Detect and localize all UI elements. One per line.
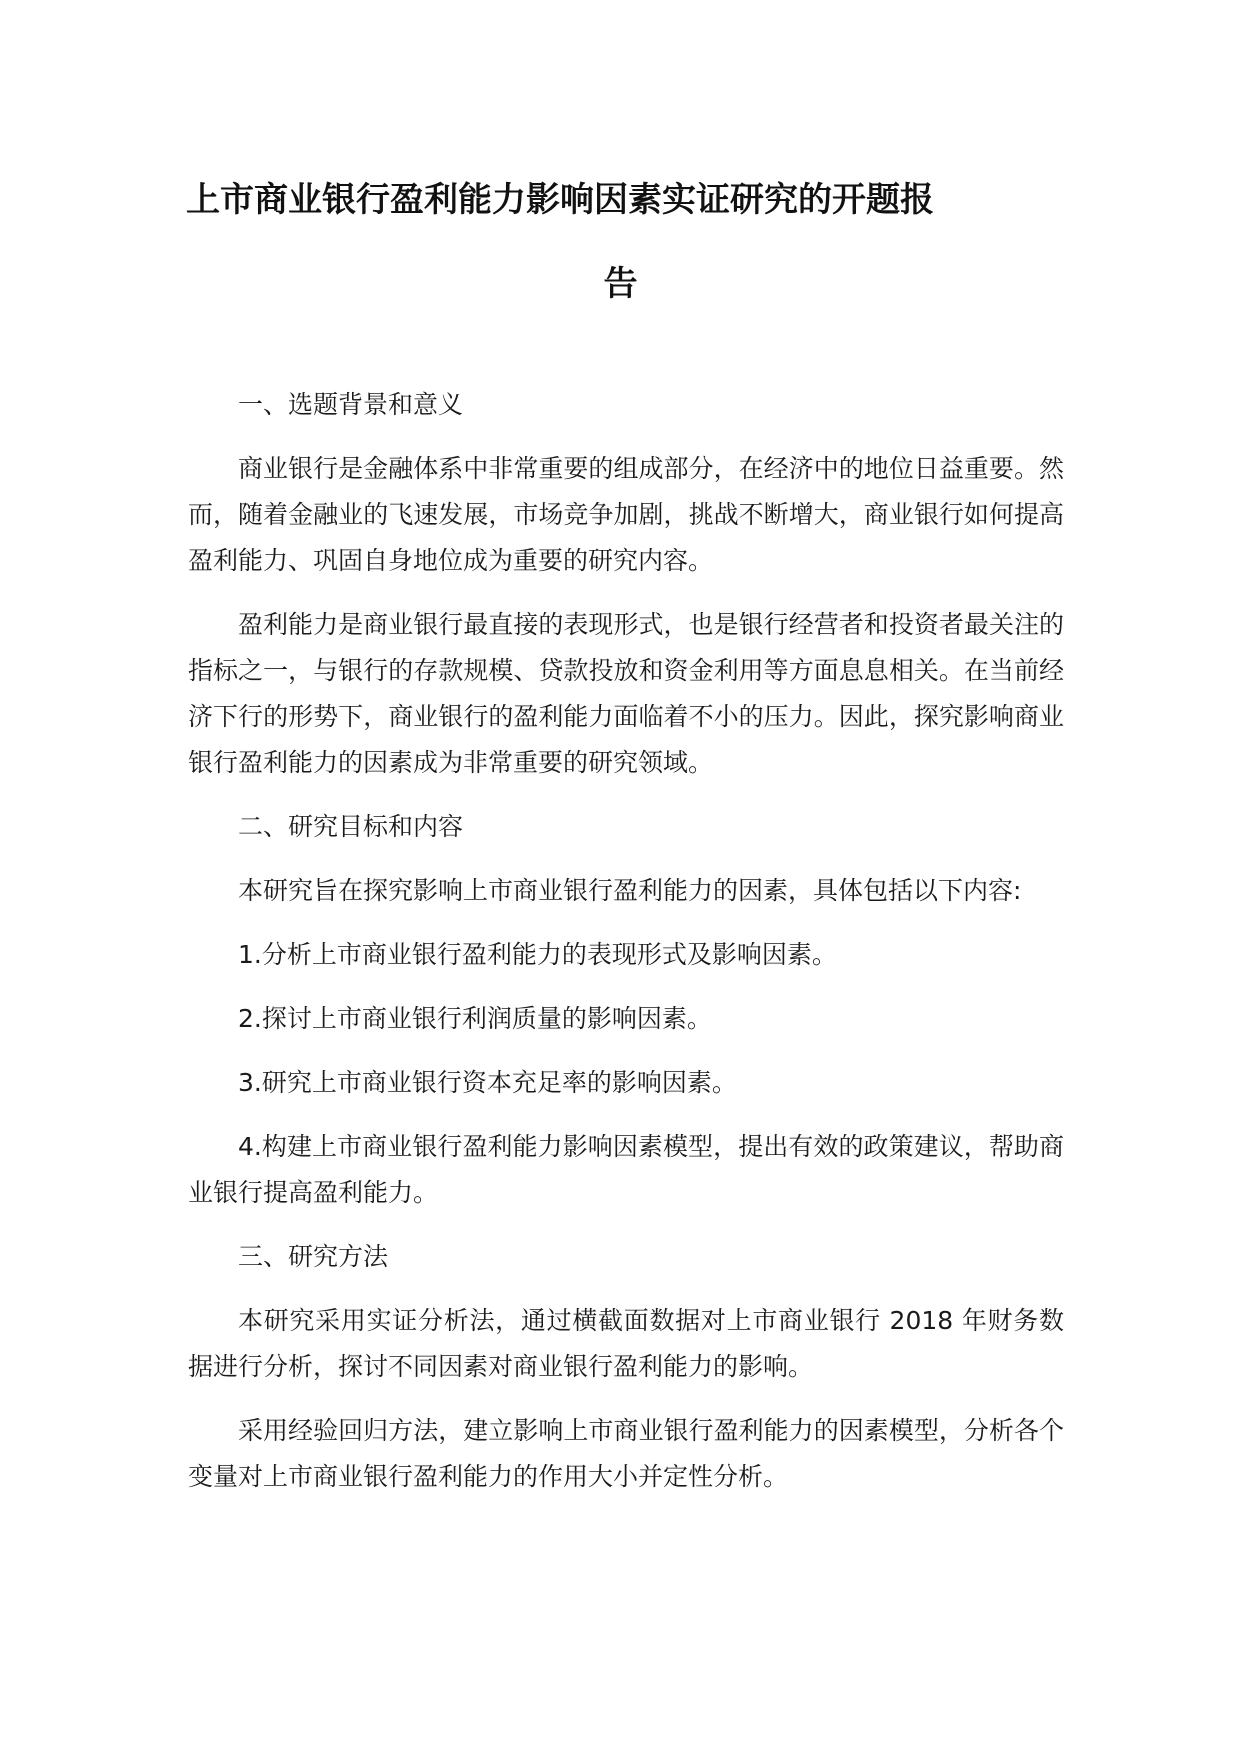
list-item: 3.研究上市商业银行资本充足率的影响因素。 <box>238 1068 737 1097</box>
paragraph: 本研究采用实证分析法，通过横截面数据对上市商业银行 2018 年财务数据进行分析，探讨不同因素对商业银行盈利能力的影响。 <box>188 1306 1064 1381</box>
section-heading: 二、研究目标和内容 <box>238 812 464 841</box>
list-item: 1.分析上市商业银行盈利能力的表现形式及影响因素。 <box>238 940 837 969</box>
paragraph: 采用经验回归方法，建立影响上市商业银行盈利能力的因素模型，分析各个变量对上市商业银行盈利能力的作用大小并定性分析。 <box>188 1416 1064 1491</box>
paragraph: 盈利能力是商业银行最直接的表现形式，也是银行经营者和投资者最关注的指标之一，与银行的存款规模、贷款投放和资金利用等方面息息相关。在当前经济下行的形势下，商业银行的盈利能力面临着不小的压力。因此，探究影响商业银行盈利能力的因素成为非常重要的研究领域。 <box>188 610 1064 777</box>
section-heading: 一、选题背景和意义 <box>238 390 464 419</box>
paragraph: 本研究旨在探究影响上市商业银行盈利能力的因素，具体包括以下内容: <box>238 876 1022 905</box>
document-title-line-1: 上市商业银行盈利能力影响因素实证研究的开题报 <box>186 180 934 220</box>
document-title-line-2: 告 <box>603 264 638 304</box>
list-item: 4.构建上市商业银行盈利能力影响因素模型，提出有效的政策建议，帮助商业银行提高盈利能力。 <box>188 1132 1064 1207</box>
paragraph: 商业银行是金融体系中非常重要的组成部分，在经济中的地位日益重要。然而，随着金融业的飞速发展，市场竞争加剧，挑战不断增大，商业银行如何提高盈利能力、巩固自身地位成为重要的研究内容。 <box>188 454 1064 575</box>
document-body <box>188 382 1064 1518</box>
section-heading: 三、研究方法 <box>238 1242 389 1271</box>
list-item: 2.探讨上市商业银行利润质量的影响因素。 <box>238 1004 712 1033</box>
